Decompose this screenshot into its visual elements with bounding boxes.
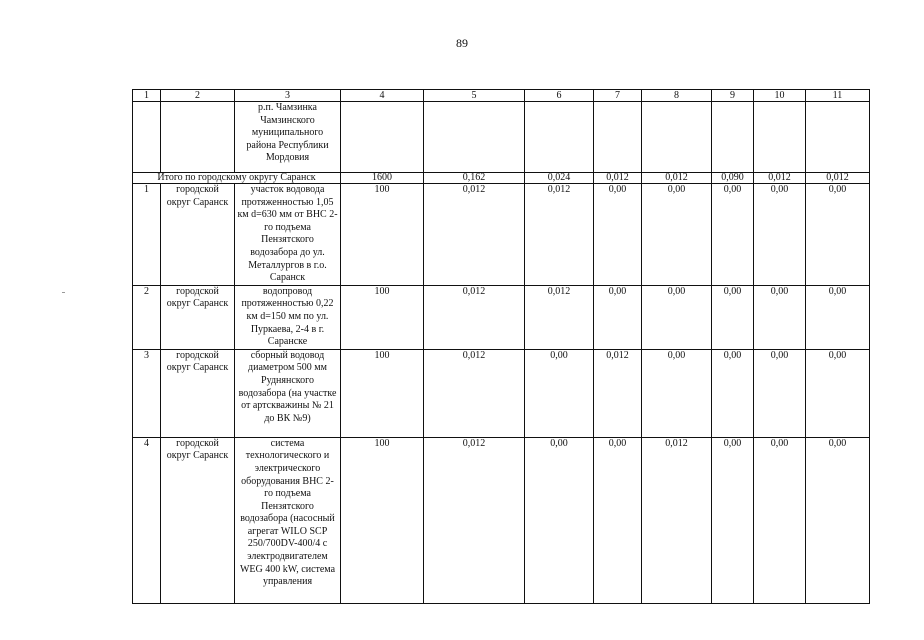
total-value: 0,012 (642, 173, 712, 184)
total-value: 0,090 (712, 173, 754, 184)
value-cell: 0,012 (594, 349, 642, 437)
header-cell: 8 (642, 90, 712, 102)
total-value: 0,012 (754, 173, 806, 184)
object-cell: участок водовода протяженностью 1,05 км d=630 мм от ВНС 2-го подъема Пензятского водозабора до ул. Металлургов в г.о. Саранск (235, 184, 341, 286)
value-cell: 0,00 (525, 437, 594, 603)
value-cell: 0,012 (525, 184, 594, 286)
total-value: 0,012 (594, 173, 642, 184)
value-cell: 100 (341, 285, 424, 349)
header-cell: 2 (161, 90, 235, 102)
total-value: 0,162 (424, 173, 525, 184)
value-cell (712, 102, 754, 173)
page-number: 89 (456, 36, 468, 50)
value-cell: 0,00 (754, 285, 806, 349)
value-cell: 0,00 (806, 285, 870, 349)
value-cell: 0,00 (594, 184, 642, 286)
num-cell: 2 (133, 285, 161, 349)
value-cell: 0,00 (806, 349, 870, 437)
value-cell: 0,00 (754, 349, 806, 437)
header-cell: 4 (341, 90, 424, 102)
value-cell: 100 (341, 349, 424, 437)
header-cell: 3 (235, 90, 341, 102)
value-cell: 100 (341, 184, 424, 286)
object-cell: система технологического и электрического оборудования ВНС 2-го подъема Пензятского водозабора (насосный агрегат WILO SCP 250/700DV-400/4 с электродвигателем WEG 400 kW, система управления (235, 437, 341, 603)
header-cell: 5 (424, 90, 525, 102)
object-cell: р.п. Чамзинка Чамзинского муниципального района Республики Мордовия (235, 102, 341, 173)
value-cell: 0,012 (424, 285, 525, 349)
value-cell: 0,00 (712, 285, 754, 349)
total-value: 0,012 (806, 173, 870, 184)
value-cell: 0,012 (424, 437, 525, 603)
value-cell: 0,00 (642, 349, 712, 437)
value-cell: 0,00 (806, 437, 870, 603)
data-table (132, 89, 870, 604)
value-cell: 0,00 (754, 184, 806, 286)
header-cell: 10 (754, 90, 806, 102)
num-cell: 1 (133, 184, 161, 286)
district-cell: городской округ Саранск (161, 184, 235, 286)
value-cell (806, 102, 870, 173)
object-cell: водопровод протяженностью 0,22 км d=150 мм по ул. Пуркаева, 2-4 в г. Саранске (235, 285, 341, 349)
district-cell: городской округ Саранск (161, 437, 235, 603)
value-cell: 0,012 (424, 184, 525, 286)
value-cell (594, 102, 642, 173)
value-cell: 0,00 (806, 184, 870, 286)
total-row (133, 173, 870, 184)
header-cell: 1 (133, 90, 161, 102)
header-cell: 6 (525, 90, 594, 102)
value-cell: 0,00 (712, 184, 754, 286)
total-label: Итого по городскому округу Саранск (133, 173, 341, 184)
total-value: 1600 (341, 173, 424, 184)
value-cell: 0,00 (754, 437, 806, 603)
table-row (133, 184, 870, 286)
table-row (133, 285, 870, 349)
value-cell: 0,00 (525, 349, 594, 437)
value-cell: 0,012 (525, 285, 594, 349)
value-cell: 0,00 (642, 184, 712, 286)
table-row (133, 437, 870, 603)
header-cell: 9 (712, 90, 754, 102)
district-cell: городской округ Саранск (161, 285, 235, 349)
num-cell: 4 (133, 437, 161, 603)
value-cell (525, 102, 594, 173)
value-cell: 0,012 (424, 349, 525, 437)
header-row (133, 90, 870, 102)
value-cell: 0,00 (594, 437, 642, 603)
value-cell: 100 (341, 437, 424, 603)
value-cell: 0,012 (642, 437, 712, 603)
total-value: 0,024 (525, 173, 594, 184)
value-cell (341, 102, 424, 173)
header-cell: 11 (806, 90, 870, 102)
value-cell: 0,00 (712, 437, 754, 603)
object-cell: сборный водовод диаметром 500 мм Руднянского водозабора (на участке от артскважины № 21 до ВК №9) (235, 349, 341, 437)
value-cell: 0,00 (712, 349, 754, 437)
scan-speck (62, 292, 65, 293)
table-row (133, 349, 870, 437)
district-cell (161, 102, 235, 173)
value-cell: 0,00 (594, 285, 642, 349)
header-cell: 7 (594, 90, 642, 102)
value-cell (754, 102, 806, 173)
district-cell: городской округ Саранск (161, 349, 235, 437)
num-cell (133, 102, 161, 173)
num-cell: 3 (133, 349, 161, 437)
value-cell (642, 102, 712, 173)
value-cell (424, 102, 525, 173)
continuation-row (133, 102, 870, 173)
value-cell: 0,00 (642, 285, 712, 349)
